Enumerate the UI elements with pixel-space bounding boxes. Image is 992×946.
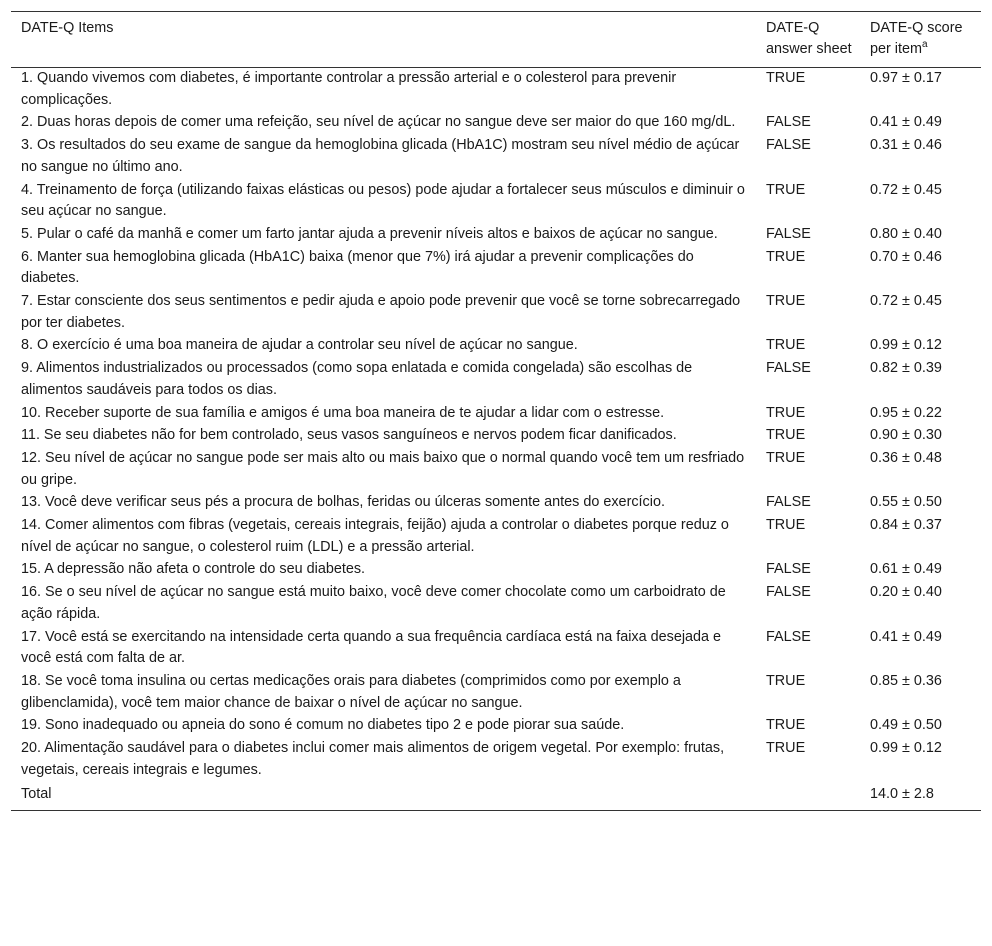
- table-row: [11, 448, 981, 492]
- score-cell: 0.49 ± 0.50: [870, 717, 942, 734]
- item-text: 17. Você está se exercitando na intensidade certa quando a sua frequência cardíaca está na faixa desejada e você está com falta de ar.: [21, 628, 722, 667]
- answer-cell: TRUE: [766, 337, 806, 354]
- table-row: [11, 738, 981, 782]
- total-score: 14.0 ± 2.8: [860, 783, 981, 811]
- answer-cell: FALSE: [766, 360, 811, 377]
- answer-cell: TRUE: [766, 181, 806, 198]
- table-body: [11, 68, 981, 811]
- item-text: 14. Comer alimentos com fibras (vegetais, cereais integrais, feijão) ajuda a controlar o diabetes porque reduz o nível de açúcar no sangue, o colesterol ruim (LDL) e a pressão arterial.: [21, 517, 729, 555]
- score-cell: 0.41 ± 0.49: [870, 114, 942, 131]
- answer-cell: TRUE: [766, 427, 806, 444]
- score-cell: 0.99 ± 0.12: [870, 740, 942, 757]
- date-q-table: [11, 11, 981, 811]
- score-cell: 0.99 ± 0.12: [870, 337, 942, 354]
- answer-cell: FALSE: [766, 561, 811, 578]
- item-text: 9. Alimentos industrializados ou processados (como sopa enlatada e comida congelada) são escolhas de alimentos saudáveis para todos os dias.: [21, 360, 693, 398]
- total-label: Total: [11, 783, 756, 811]
- answer-cell: TRUE: [766, 248, 806, 265]
- table-row: [11, 671, 981, 715]
- table-row: [11, 515, 981, 559]
- score-cell: 0.85 ± 0.36: [870, 672, 942, 689]
- score-cell: 0.80 ± 0.40: [870, 225, 942, 242]
- item-text: 6. Manter sua hemoglobina glicada (HbA1C) baixa (menor que 7%) irá ajudar a prevenir complicações do diabetes.: [21, 248, 694, 287]
- table-row: [11, 68, 981, 113]
- header-answer-sheet: DATE-Q answer sheet: [756, 12, 860, 68]
- answer-cell: TRUE: [766, 449, 806, 466]
- item-text: 7. Estar consciente dos seus sentimentos e pedir ajuda e apoio pode prevenir que você se torne sobrecarregado por ter diabetes.: [21, 293, 741, 331]
- item-text: 13. Você deve verificar seus pés a procura de bolhas, feridas ou úlceras somente antes do exercício.: [21, 494, 665, 511]
- answer-cell: FALSE: [766, 494, 811, 511]
- total-answer: [756, 783, 860, 811]
- score-cell: 0.36 ± 0.48: [870, 449, 942, 466]
- answer-cell: FALSE: [766, 137, 811, 154]
- score-cell: 0.61 ± 0.49: [870, 561, 942, 578]
- table-row: [11, 425, 981, 448]
- header-score: [860, 12, 981, 68]
- header-items: DATE-Q Items: [11, 12, 756, 68]
- item-text: 11. Se seu diabetes não for bem controlado, seus vasos sanguíneos e nervos podem ficar danificados.: [21, 427, 677, 444]
- header-score-footnote: a: [921, 39, 928, 51]
- answer-cell: TRUE: [766, 404, 806, 421]
- table-header: [11, 12, 981, 68]
- score-cell: 0.70 ± 0.46: [870, 248, 942, 265]
- score-cell: 0.95 ± 0.22: [870, 404, 942, 421]
- score-cell: 0.20 ± 0.40: [870, 584, 942, 601]
- header-score-label: DATE-Q score per item: [870, 20, 963, 57]
- table-row: [11, 112, 981, 135]
- answer-cell: FALSE: [766, 584, 811, 601]
- score-cell: 0.41 ± 0.49: [870, 628, 942, 645]
- item-text: 5. Pular o café da manhã e comer um farto jantar ajuda a prevenir níveis altos e baixos de açúcar no sangue.: [21, 225, 718, 242]
- table-row: [11, 582, 981, 626]
- table-row: [11, 335, 981, 358]
- total-row: [11, 783, 981, 811]
- table-row: [11, 180, 981, 224]
- score-cell: 0.55 ± 0.50: [870, 494, 942, 511]
- score-cell: 0.84 ± 0.37: [870, 517, 942, 534]
- item-text: 12. Seu nível de açúcar no sangue pode ser mais alto ou mais baixo que o normal quando você tem um resfriado ou gripe.: [21, 449, 745, 488]
- table-row: [11, 135, 981, 179]
- item-text: 4. Treinamento de força (utilizando faixas elásticas ou pesos) pode ajudar a fortalecer seus músculos e diminuir o seu açúcar no sangue.: [21, 181, 745, 220]
- score-cell: 0.72 ± 0.45: [870, 293, 942, 310]
- table-row: [11, 559, 981, 582]
- answer-cell: TRUE: [766, 672, 806, 689]
- answer-cell: TRUE: [766, 717, 806, 734]
- item-text: 15. A depressão não afeta o controle do seu diabetes.: [21, 561, 366, 578]
- item-text: 2. Duas horas depois de comer uma refeição, seu nível de açúcar no sangue deve ser maior do que 160 mg/dL.: [21, 114, 736, 131]
- answer-cell: TRUE: [766, 517, 806, 534]
- table-row: [11, 224, 981, 247]
- item-text: 8. O exercício é uma boa maneira de ajudar a controlar seu nível de açúcar no sangue.: [21, 337, 578, 354]
- table-row: [11, 358, 981, 402]
- answer-cell: FALSE: [766, 225, 811, 242]
- table-row: [11, 715, 981, 738]
- answer-cell: FALSE: [766, 114, 811, 131]
- score-cell: 0.90 ± 0.30: [870, 427, 942, 444]
- table-row: [11, 403, 981, 426]
- item-text: 10. Receber suporte de sua família e amigos é uma boa maneira de te ajudar a lidar com o estresse.: [21, 404, 665, 421]
- item-text: 18. Se você toma insulina ou certas medicações orais para diabetes (comprimidos como por exemplo a glibenclamida), você tem maior chance de baixar o nível de açúcar no sangue.: [21, 672, 681, 711]
- answer-cell: TRUE: [766, 70, 806, 86]
- table-row: [11, 247, 981, 291]
- score-cell: 0.97 ± 0.17: [870, 70, 942, 86]
- item-text: 20. Alimentação saudável para o diabetes inclui comer mais alimentos de origem vegetal. Por exemplo: frutas, vegetais, cereais integrais e legumes.: [21, 740, 725, 778]
- score-cell: 0.31 ± 0.46: [870, 137, 942, 154]
- item-text: 16. Se o seu nível de açúcar no sangue está muito baixo, você deve comer chocolate como um carboidrato de ação rápida.: [21, 584, 726, 622]
- item-text: 3. Os resultados do seu exame de sangue da hemoglobina glicada (HbA1C) mostram seu nível médio de açúcar no sangue no último ano.: [21, 137, 740, 175]
- table-row: [11, 627, 981, 671]
- item-text: 19. Sono inadequado ou apneia do sono é comum no diabetes tipo 2 e pode piorar sua saúde.: [21, 717, 625, 734]
- item-text: 1. Quando vivemos com diabetes, é importante controlar a pressão arterial e o colesterol para prevenir complicações.: [21, 70, 677, 108]
- answer-cell: FALSE: [766, 628, 811, 645]
- table-row: [11, 492, 981, 515]
- score-cell: 0.72 ± 0.45: [870, 181, 942, 198]
- table-row: [11, 291, 981, 335]
- answer-cell: TRUE: [766, 293, 806, 310]
- score-cell: 0.82 ± 0.39: [870, 360, 942, 377]
- answer-cell: TRUE: [766, 740, 806, 757]
